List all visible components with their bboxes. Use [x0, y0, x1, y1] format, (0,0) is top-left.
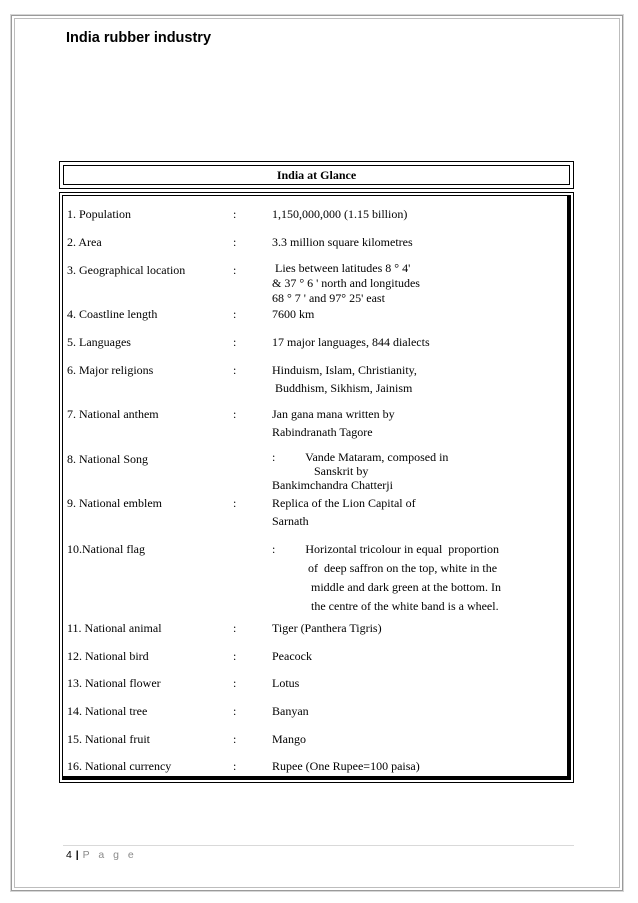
row-value-animal: Tiger (Panthera Tigris)	[272, 621, 382, 635]
row-value-currency: Rupee (One Rupee=100 paisa)	[272, 759, 420, 773]
row-value-song: : Vande Mataram, composed in Sanskrit by Bankimchandra Chatterji	[272, 450, 449, 492]
row-label-song: 8. National Song	[67, 452, 148, 466]
row-value-tree: Banyan	[272, 704, 309, 718]
row-label-currency: 16. National currency	[67, 759, 172, 773]
row-colon-area: :	[233, 235, 237, 249]
row-colon-currency: :	[233, 759, 237, 773]
row-value-emblem: Replica of the Lion Capital of Sarnath	[272, 496, 416, 528]
row-label-flag: 10.National flag	[67, 542, 145, 556]
row-label-bird: 12. National bird	[67, 649, 149, 663]
row-label-coastline: 4. Coastline length	[67, 307, 158, 321]
row-value-population: 1,150,000,000 (1.15 billion)	[272, 207, 408, 221]
row-colon-coastline: :	[233, 307, 237, 321]
row-colon-languages: :	[233, 335, 237, 349]
row-label-area: 2. Area	[67, 235, 102, 249]
row-colon-tree: :	[233, 704, 237, 718]
glance-title-box	[59, 161, 574, 189]
row-value-religions: Hinduism, Islam, Christianity, Buddhism, Sikhism, Jainism	[272, 363, 417, 395]
row-value-coastline: 7600 km	[272, 307, 315, 321]
page-footer	[66, 849, 137, 861]
row-label-flower: 13. National flower	[67, 676, 161, 690]
row-label-languages: 5. Languages	[67, 335, 131, 349]
row-label-tree: 14. National tree	[67, 704, 148, 718]
row-label-anthem: 7. National anthem	[67, 407, 159, 421]
row-colon-geographical-location: :	[233, 263, 237, 277]
page-word: P a g e	[82, 849, 137, 861]
row-value-bird: Peacock	[272, 649, 312, 663]
row-label-animal: 11. National animal	[67, 621, 162, 635]
row-label-fruit: 15. National fruit	[67, 732, 150, 746]
row-label-population: 1. Population	[67, 207, 132, 221]
row-value-area: 3.3 million square kilometres	[272, 235, 413, 249]
row-colon-religions: :	[233, 363, 237, 377]
row-colon-animal: :	[233, 621, 237, 635]
row-value-fruit: Mango	[272, 732, 306, 746]
glance-title: India at Glance	[276, 167, 357, 182]
row-colon-fruit: :	[233, 732, 237, 746]
row-colon-anthem: :	[233, 407, 237, 421]
row-label-geographical-location: 3. Geographical location	[67, 263, 186, 277]
row-colon-flower: :	[233, 676, 237, 690]
footer-divider	[63, 845, 574, 846]
row-value-geographical-location: Lies between latitudes 8 ° 4' & 37 ° 6 ' north and longitudes 68 ° 7 ' and 97° 25' east	[272, 261, 420, 305]
row-value-flower: Lotus	[272, 676, 300, 690]
row-value-anthem: Jan gana mana written by Rabindranath Tagore	[272, 407, 395, 439]
row-label-emblem: 9. National emblem	[67, 496, 162, 510]
footer-separator: |	[75, 849, 80, 861]
page-title: India rubber industry	[66, 30, 212, 46]
row-value-flag: : Horizontal tricolour in equal proportion of deep saffron on the top, white in the middle and dark green at the bottom. In the centre of the white band is a wheel.	[272, 542, 501, 613]
row-label-religions: 6. Major religions	[67, 363, 154, 377]
page-number: 4	[66, 849, 73, 861]
row-colon-emblem: :	[233, 496, 237, 510]
row-value-languages: 17 major languages, 844 dialects	[272, 335, 430, 349]
row-colon-population: :	[233, 207, 237, 221]
glance-title-inner	[63, 165, 570, 185]
row-colon-bird: :	[233, 649, 237, 663]
